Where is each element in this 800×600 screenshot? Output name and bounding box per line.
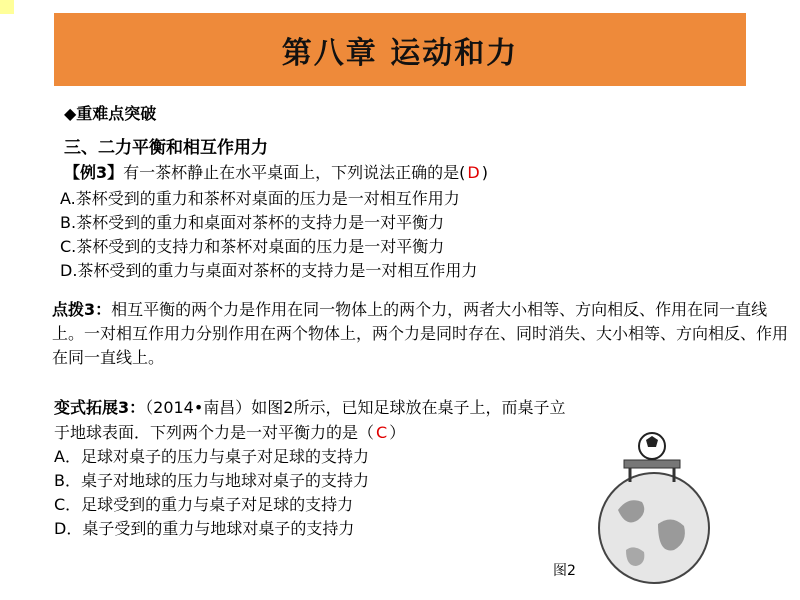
example-question-close: ) (481, 163, 488, 182)
extension-option-d: D．桌子受到的重力与地球对桌子的支持力 (54, 519, 355, 538)
table-top (624, 460, 680, 468)
example-question-text: 有一茶杯静止在水平桌面上，下列说法正确的是( (123, 163, 466, 182)
sub-heading: 三、二力平衡和相互作用力 (64, 138, 268, 158)
corner-mark (0, 0, 14, 14)
extension-answer: C (376, 423, 388, 442)
earth-globe (599, 473, 709, 583)
extension-option-b: B．桌子对地球的压力与地球对桌子的支持力 (54, 471, 369, 490)
extension-close: ） (389, 423, 406, 442)
example-option-b: B.茶杯受到的重力和桌面对茶杯的支持力是一对平衡力 (60, 213, 445, 232)
example-option-a: A.茶杯受到的重力和茶杯对桌面的压力是一对相互作用力 (60, 189, 460, 208)
extension-option-c: C．足球受到的重力与桌子对足球的支持力 (54, 495, 354, 514)
extension-line-2 (54, 420, 405, 443)
hint-label: 点拨3： (52, 300, 112, 319)
example-tag: 【例3】 (64, 163, 124, 182)
title-banner (54, 13, 746, 86)
page-title: 第八章 运动和力 (281, 35, 519, 71)
example-question (64, 160, 488, 183)
hint-text: 相互平衡的两个力是作用在同一物体上的两个力，两者大小相等、方向相反、作用在同一直线上。一对相互作用力分别作用在两个物体上，两个力是同时存在、同时消失、大小相等、方向相反、作用在同一直线上。 (52, 300, 789, 367)
extension-option-a: A．足球对桌子的压力与桌子对足球的支持力 (54, 447, 369, 466)
extension-text-2: 于地球表面．下列两个力是一对平衡力的是（ (54, 423, 375, 442)
extension-label: 变式拓展3： (54, 398, 146, 417)
example-option-c: C.茶杯受到的支持力和茶杯对桌面的压力是一对平衡力 (60, 237, 445, 256)
figure-ball-table-earth (596, 424, 712, 592)
example-option-d: D.茶杯受到的重力与桌面对茶杯的支持力是一对相互作用力 (60, 261, 478, 280)
extension-line-1 (54, 395, 565, 418)
section-heading: ◆重难点突破 (64, 104, 157, 123)
extension-text-1: （2014•南昌）如图2所示，已知足球放在桌子上，而桌子立 (145, 398, 566, 417)
hint-paragraph (52, 298, 792, 370)
example-answer: D (467, 163, 480, 182)
figure-caption: 图2 (553, 563, 576, 579)
